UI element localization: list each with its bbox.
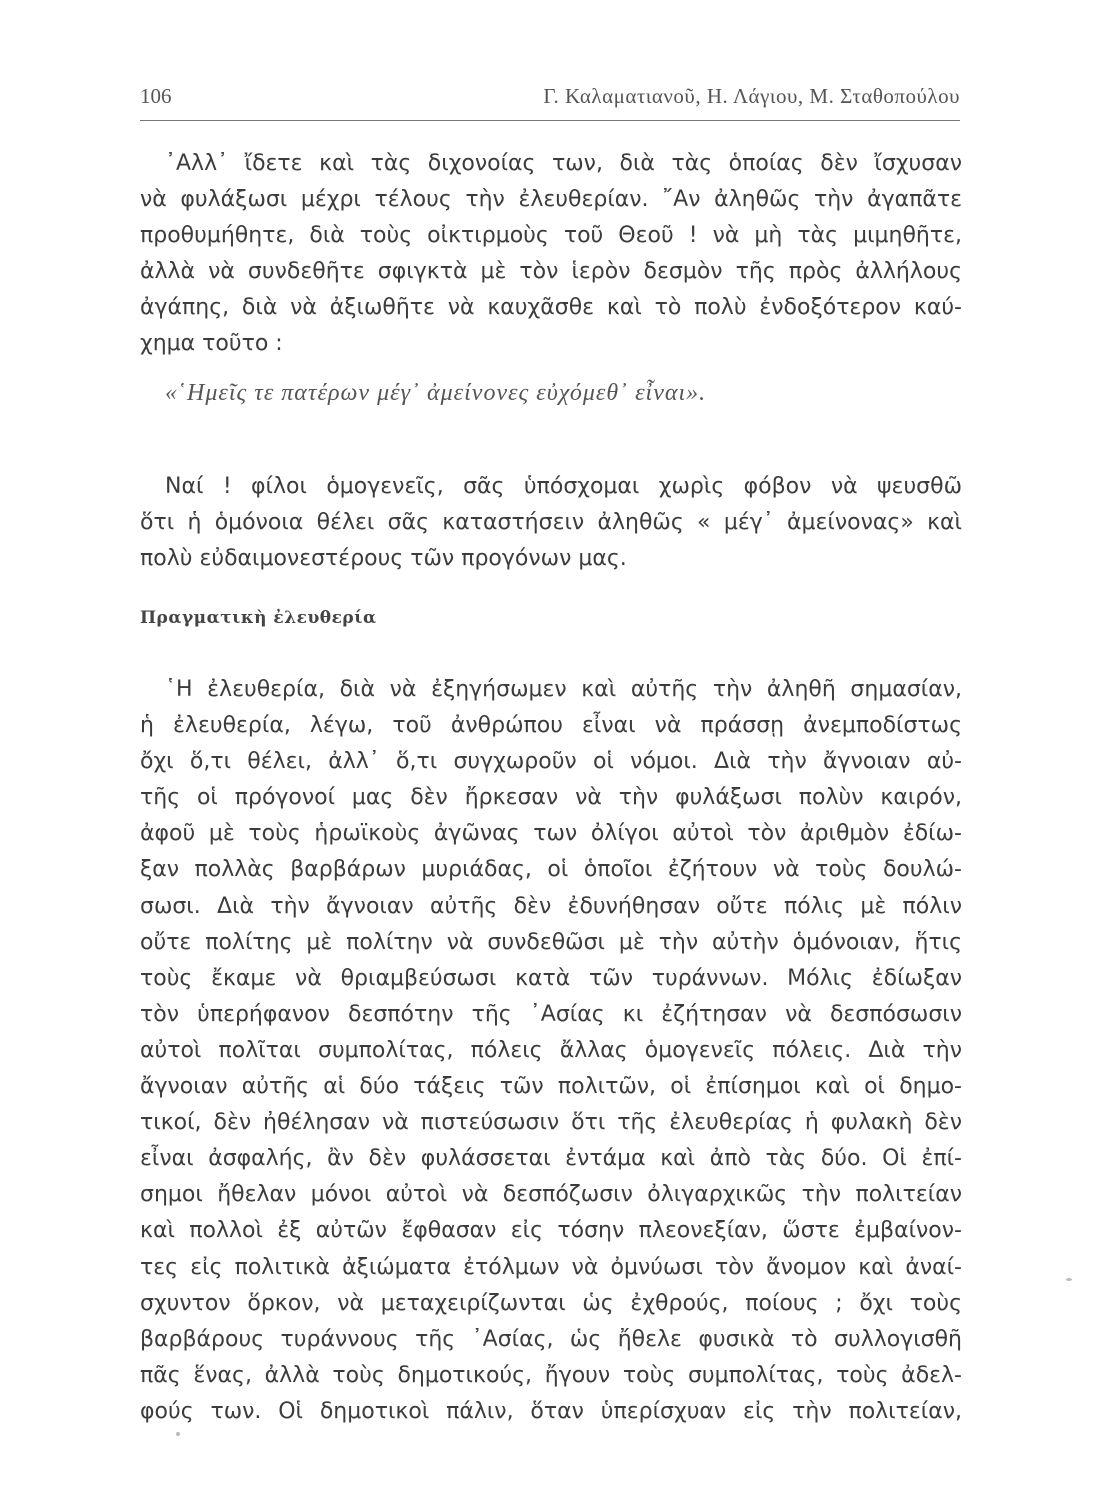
paper-speck [1066,1278,1072,1281]
text-line: ἄγνοιαν αὐτῆς αἱ δύο τάξεις τῶν πολιτῶν, οἱ ἐπίσημοι καὶ οἱ δημο- [140,1074,962,1100]
text-line: σημοι ἤθελαν μόνοι αὐτοὶ νὰ δεσπόζωσιν ὀλιγαρχικῶς τὴν πολιτείαν [140,1182,962,1208]
text-line: ξαν πολλὰς βαρβάρων μυριάδας, οἱ ὁποῖοι ἐζήτουν νὰ τοὺς δουλώ- [140,857,962,883]
text-line: νὰ φυλάξωσι μέχρι τέλους τὴν ἐλευθερίαν. ῎Αν ἀληθῶς τὴν ἀγαπᾶτε [140,187,962,213]
text-line: ᾿Αλλ᾿ ἴδετε καὶ τὰς διχονοίας των, διὰ τὰς ὁποίας δὲν ἴσχυσαν [165,151,962,176]
text-line: τες εἰς πολιτικὰ ἀξιώματα ἐτόλμων νὰ ὀμνύωσι τὸν ἄνομον καὶ ἀναί- [140,1254,962,1280]
text-line: φούς των. Οἱ δημοτικοὶ πάλιν, ὅταν ὑπερίσχυαν εἰς τὴν πολιτείαν, [140,1398,962,1424]
text-line: αὐτοὶ πολῖται συμπολίτας, πόλεις ἄλλας ὁμογενεῖς πόλεις. Διὰ τὴν [140,1037,962,1063]
text-line: τοὺς ἔκαμε νὰ θριαμβεύσωσι κατὰ τῶν τυράννων. Μόλις ἐδίωξαν [140,965,962,991]
page-header [140,84,960,114]
paper-speck [176,1432,180,1436]
text-line: χημα τοῦτο : [140,331,283,357]
section-heading: Πραγματικὴ ἐλευθερία [140,608,377,628]
text-line: ῾Η ἐλευθερία, διὰ νὰ ἐξηγήσωμεν καὶ αὐτῆς τὴν ἀληθῆ σημασίαν, [165,677,962,702]
paragraph-2 [140,469,962,577]
text-line: προθυμήθητε, διὰ τοὺς οἰκτιρμοὺς τοῦ Θεοῦ ! νὰ μὴ τὰς μιμηθῆτε, [140,223,962,249]
text-line: ὅτι ἡ ὁμόνοια θέλει σᾶς καταστήσειν ἀληθῶς « μέγ᾿ ἀμείνονας» καὶ [140,510,962,536]
header-rule [140,120,960,121]
text-line: ἀφοῦ μὲ τοὺς ἡρωϊκοὺς ἀγῶνας των ὀλίγοι αὐτοὶ τὸν ἀριθμὸν ἐδίω- [140,821,962,847]
text-line: τὸν ὑπερήφανον δεσπότην τῆς ᾿Ασίας κι ἐζήτησαν νὰ δεσπόσωσιν [140,1001,962,1027]
paragraph-3 [140,672,962,1430]
text-line: ὄχι ὅ,τι θέλει, ἀλλ᾿ ὅ,τι συγχωροῦν οἱ νόμοι. Διὰ τὴν ἄγνοιαν αὐ- [140,749,962,775]
text-line: βαρβάρους τυράννους τῆς ᾿Ασίας, ὡς ἤθελε φυσικὰ τὸ συλλογισθῆ [140,1326,962,1352]
text-line: ἀλλὰ νὰ συνδεθῆτε σφιγκτὰ μὲ τὸν ἱερὸν δεσμὸν τῆς πρὸς ἀλλήλους [140,259,962,285]
text-line: πᾶς ἕνας, ἀλλὰ τοὺς δημοτικούς, ἤγουν τοὺς συμπολίτας, τοὺς ἀδελ- [140,1362,962,1388]
text-line: εἶναι ἀσφαλής, ἂν δὲν φυλάσσεται ἐντάμα καὶ ἀπὸ τὰς δύο. Οἱ ἐπί- [140,1146,962,1172]
homeric-quote: «῾Ημεῖς τε πατέρων μέγ᾿ ἀμείνονες εὐχόμεθ᾿ εἶναι». [165,380,707,406]
paragraph-1 [140,146,962,363]
text-line: ἀγάπης, διὰ νὰ ἀξιωθῆτε νὰ καυχᾶσθε καὶ τὸ πολὺ ἐνδοξότερον καύ- [140,295,962,321]
text-line: καὶ πολλοὶ ἐξ αὐτῶν ἔφθασαν εἰς τόσην πλεονεξίαν, ὥστε ἐμβαίνον- [140,1218,962,1244]
text-line: οὔτε πολίτης μὲ πολίτην νὰ συνδεθῶσι μὲ τὴν αὐτὴν ὁμόνοιαν, ἥτις [140,929,962,955]
text-line: σχυντον ὅρκον, νὰ μεταχειρίζωνται ὡς ἐχθρούς, ποίους ; ὄχι τοὺς [140,1290,962,1316]
text-line: πολὺ εὐδαιμονεστέρους τῶν προγόνων μας. [140,546,627,572]
text-line: Ναί ! φίλοι ὁμογενεῖς, σᾶς ὑπόσχομαι χωρὶς φόβον νὰ ψευσθῶ [165,474,962,499]
text-line: ἡ ἐλευθερία, λέγω, τοῦ ἀνθρώπου εἶναι νὰ πράσσῃ ἀνεμποδίστως [140,713,962,739]
running-head: Γ. Καλαματιανοῦ, Η. Λάγιου, Μ. Σταθοπούλου [543,84,960,108]
text-line: τῆς οἱ πρόγονοί μας δὲν ἤρκεσαν νὰ τὴν φυλάξωσι πολὺν καιρόν, [140,785,962,811]
text-line: σωσι. Διὰ τὴν ἄγνοιαν αὐτῆς δὲν ἐδυνήθησαν οὔτε πόλις μὲ πόλιν [140,893,962,919]
text-line: τικοί, δὲν ἠθέλησαν νὰ πιστεύσωσιν ὅτι τῆς ἐλευθερίας ἡ φυλακὴ δὲν [140,1110,962,1136]
page-number: 106 [140,84,172,108]
